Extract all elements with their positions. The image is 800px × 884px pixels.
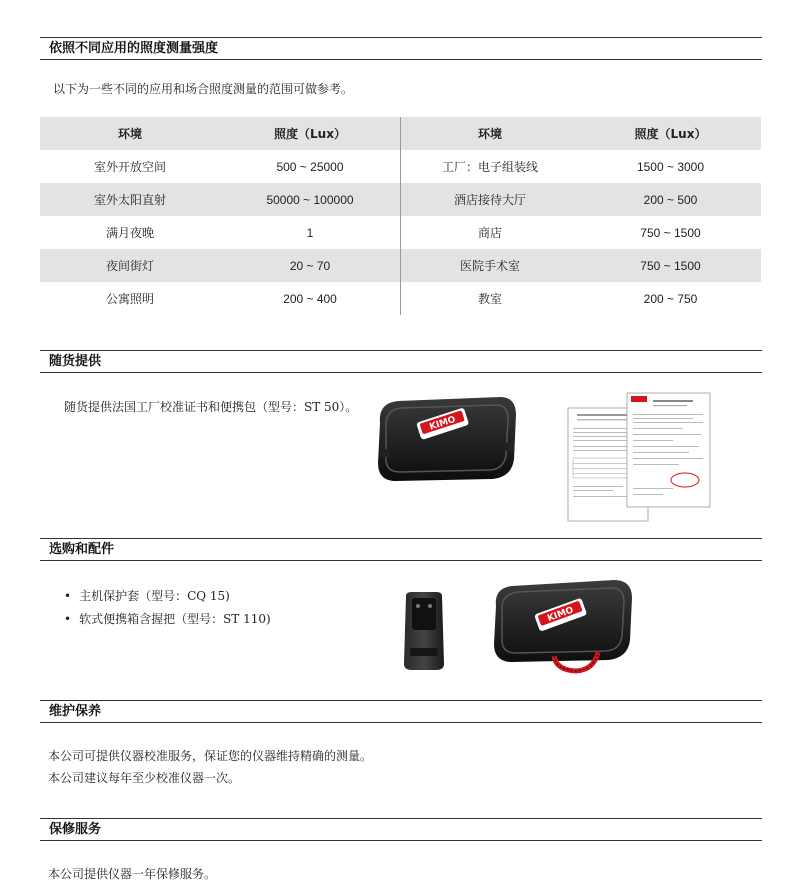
table-cell: 医院手术室 <box>459 259 520 273</box>
table-cell: 20 ~ 70 <box>289 258 331 273</box>
section-title-options: 选购和配件 <box>40 538 762 561</box>
table-cell: 1 <box>306 225 314 240</box>
section-title-illuminance: 依照不同应用的照度测量强度 <box>40 37 762 60</box>
table-cell: 200 ~ 500 <box>643 192 698 207</box>
table-cell: 教室 <box>477 292 502 306</box>
table-cell: 商店 <box>477 226 502 240</box>
illuminance-intro: 以下为一些不同的应用和场合照度测量的范围可做参考。 <box>53 82 354 96</box>
table-cell: 室外太阳直射 <box>93 193 166 207</box>
table-cell: 室外开放空间 <box>93 160 166 174</box>
table-cell: 公寓照明 <box>105 292 154 306</box>
table-cell: 750 ~ 1500 <box>640 258 701 273</box>
table-cell: 200 ~ 750 <box>643 291 698 306</box>
header-environment-2: 环境 <box>477 127 502 141</box>
protective-cover-image <box>400 592 448 672</box>
table-cell: 夜间街灯 <box>105 259 154 273</box>
header-lux-2: 照度（Lux） <box>634 127 707 141</box>
section-title-maintenance: 维护保养 <box>40 700 762 723</box>
carrying-case-image <box>372 393 520 485</box>
supplied-text: 随货提供法国工厂校准证书和便携包（型号：ST 50）。 <box>64 400 358 414</box>
section-title-warranty: 保修服务 <box>40 818 762 841</box>
table-cell: 1500 ~ 3000 <box>636 159 705 174</box>
section-title-supplied: 随货提供 <box>40 350 762 373</box>
table-cell: 酒店接待大厅 <box>453 193 526 207</box>
kimo-logo: KIMO <box>428 414 457 433</box>
table-cell: 200 ~ 400 <box>283 291 337 306</box>
table-cell: 750 ~ 1500 <box>640 225 701 240</box>
table-column-divider <box>400 117 401 315</box>
calibration-certificate-image <box>567 392 712 524</box>
header-environment-1: 环境 <box>117 127 142 141</box>
list-item: • 软式便携箱含握把（型号：ST 110) <box>64 611 271 634</box>
warranty-text: 本公司提供仪器一年保修服务。 <box>48 867 217 881</box>
maintenance-line-2: 本公司建议每年至少校准仪器一次。 <box>48 771 241 785</box>
soft-case-with-handle-image <box>490 576 635 674</box>
kimo-logo: KIMO <box>546 605 575 625</box>
table-cell: 500 ~ 25000 <box>276 159 344 174</box>
maintenance-line-1: 本公司可提供仪器校准服务，保证您的仪器维持精确的测量。 <box>48 749 373 763</box>
table-cell: 50000 ~ 100000 <box>266 192 354 207</box>
table-cell: 工厂：电子组装线 <box>441 160 538 174</box>
options-list <box>64 588 271 634</box>
table-cell: 满月夜晚 <box>105 226 154 240</box>
list-item: • 主机保护套（型号：CQ 15) <box>64 588 271 611</box>
header-lux-1: 照度（Lux） <box>274 127 346 141</box>
